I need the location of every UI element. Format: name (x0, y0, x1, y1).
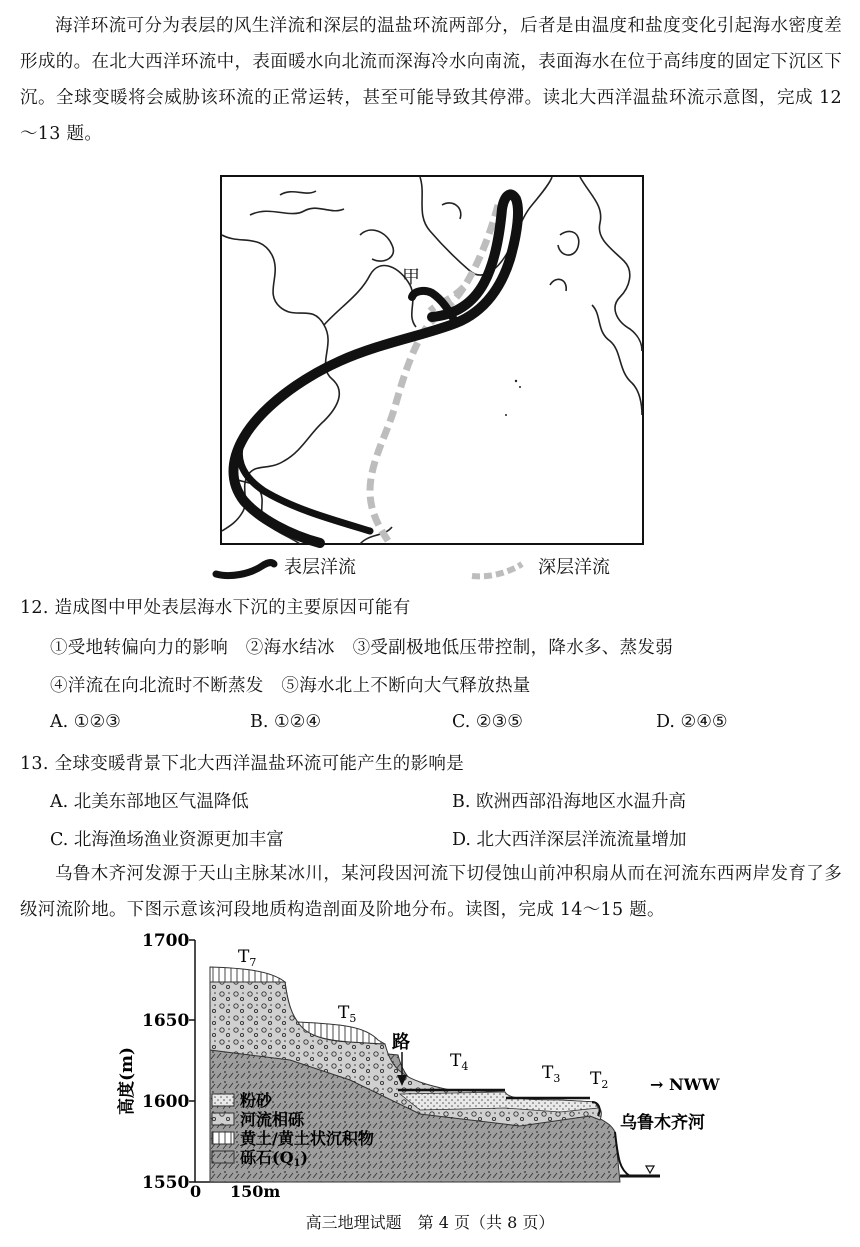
direction-label: → NWW (650, 1075, 720, 1094)
y-tick-label-1600: 1600 (142, 1092, 190, 1112)
north-atlantic-map (220, 175, 644, 545)
river-bed (615, 1132, 660, 1176)
q12-option-d: D. ②④⑤ (656, 712, 728, 732)
legend-surface-symbol (216, 563, 274, 576)
y-axis-label: 高度(m) (117, 1046, 137, 1115)
intro-paragraph-1: 海洋环流可分为表层的风生洋流和深层的温盐环流两部分，后者是由温度和盐度变化引起海水密度差形成的。在北大西洋环流中，表面暖水向北流而深海冷水向南流，表面海水在位于高纬度的固定下沉区下沉。全球变暖将会威胁该环流的正常运转，甚至可能导致其停滞。读北大西洋温盐环流示意图，完成 12～13 题。 (20, 16, 842, 144)
q12-option-a: A. ①②③ (50, 712, 121, 732)
q13-option-d: D. 北大西洋深层洋流流量增加 (452, 830, 687, 850)
scale-label: 150m (230, 1182, 281, 1201)
x-origin-label: 0 (190, 1182, 202, 1201)
terrace-profile-diagram (117, 930, 760, 1201)
y-tick-label-1650: 1650 (142, 1011, 190, 1031)
q13-option-b: B. 欧洲西部沿海地区水温升高 (452, 792, 686, 812)
terrace-label-t4: $T_4$ (450, 1051, 469, 1073)
legend-label-silt: 粉砂 (240, 1091, 273, 1110)
q12-items-line1: ①受地转偏向力的影响 ②海水结冰 ③受副极地低压带控制，降水多、蒸发弱 (50, 638, 673, 658)
q13-stem: 13. 全球变暖背景下北大西洋温盐环流可能产生的影响是 (20, 754, 464, 774)
legend-surface-label: 表层洋流 (284, 557, 356, 578)
legend-swatch-silt (212, 1094, 234, 1106)
q13-option-a: A. 北美东部地区气温降低 (50, 792, 249, 812)
terrace-label-t3: $T_3$ (542, 1063, 561, 1085)
legend-swatch-loess (212, 1132, 234, 1144)
intro-paragraph-2: 乌鲁木齐河发源于天山主脉某冰川，某河段因河流下切侵蚀山前冲积扇从而在河流东西两岸发育了多级河流阶地。下图示意该河段地质构造剖面及阶地分布。读图，完成 14～15 题。 (20, 864, 842, 920)
layer-loess-t7 (210, 967, 285, 982)
q13-option-c: C. 北海渔场渔业资源更加丰富 (50, 830, 284, 850)
legend-deep-symbol (472, 564, 522, 576)
y-tick-label-1550: 1550 (142, 1173, 190, 1193)
legend-label-loess: 黄土/黄土状沉积物 (240, 1129, 374, 1148)
page-footer: 高三地理试题 第 4 页（共 8 页） (305, 1213, 555, 1232)
legend-label-conglomerate: 砾石(Q1) (240, 1148, 309, 1169)
terrace-label-t5: $T_5$ (338, 1003, 357, 1025)
terrace-label-t7: $T_7$ (238, 947, 257, 969)
y-tick-label-1700: 1700 (142, 931, 190, 951)
legend-swatch-conglomerate (212, 1151, 234, 1163)
water-level-mark (646, 1166, 654, 1173)
terrace-label-t2: $T_2$ (590, 1069, 609, 1091)
label-jia: 甲 (402, 267, 420, 288)
q12-stem: 12. 造成图中甲处表层海水下沉的主要原因可能有 (20, 598, 411, 618)
legend-deep-label: 深层洋流 (538, 557, 610, 578)
legend-swatch-gravel (212, 1113, 234, 1125)
map-legend (210, 548, 650, 584)
q12-option-c: C. ②③⑤ (452, 712, 523, 732)
road-label: 路 (392, 1032, 410, 1053)
legend-label-gravel: 河流相砾 (240, 1110, 305, 1129)
river-label: 乌鲁木齐河 (620, 1113, 705, 1133)
q12-items-line2: ④洋流在向北流时不断蒸发 ⑤海水北上不断向大气释放热量 (50, 676, 531, 696)
q12-option-b: B. ①②④ (250, 712, 322, 732)
